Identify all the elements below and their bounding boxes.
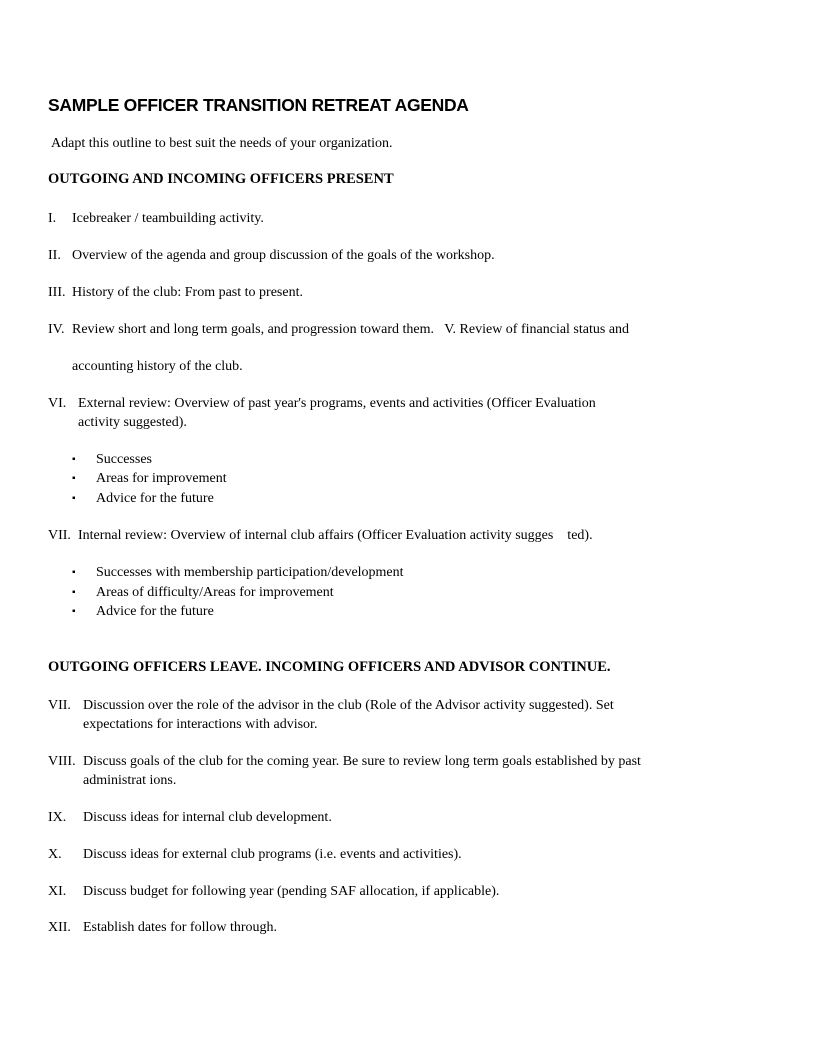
item-text: Discuss budget for following year (pending SAF allocation, if applicable). [83,884,500,899]
item-number: IX. [48,810,67,825]
item-number: I. [48,211,57,226]
item-text: Discussion over the role of the advisor in the club (Role of the Advisor activity suggested). Set [83,698,614,713]
item-number: XII. [48,920,71,935]
item-text: Discuss goals of the club for the coming year. Be sure to review long term goals established by past [83,754,641,769]
item-number: IV. [48,322,65,337]
intro-text: Adapt this outline to best suit the needs of your organization. [51,136,393,151]
item-text: Internal review: Overview of internal club affairs (Officer Evaluation activity sugges ted). [78,528,593,543]
bullet-icon: ▪ [72,567,76,578]
bullet-icon: ▪ [72,473,76,484]
item-number: X. [48,847,62,862]
bullet-text: Areas of difficulty/Areas for improvement [96,585,334,600]
section-heading-continue: OUTGOING OFFICERS LEAVE. INCOMING OFFICERS AND ADVISOR CONTINUE. [48,659,611,675]
item-text: Discuss ideas for external club programs (i.e. events and activities). [83,847,462,862]
item-number: VII. [48,528,71,543]
bullet-text: Areas for improvement [96,471,227,486]
bullet-icon: ▪ [72,606,76,617]
item-number: VII. [48,698,71,713]
bullet-icon: ▪ [72,454,76,465]
bullet-icon: ▪ [72,493,76,504]
item-text-continued: expectations for interactions with advisor. [83,717,318,732]
bullet-text: Successes [96,452,152,467]
section-heading-present: OUTGOING AND INCOMING OFFICERS PRESENT [48,171,394,187]
item-number: III. [48,285,66,300]
item-number: VI. [48,396,67,411]
document-title: SAMPLE OFFICER TRANSITION RETREAT AGENDA [48,95,469,115]
item-text: History of the club: From past to present. [72,285,303,300]
item-text-continued: accounting history of the club. [72,359,243,374]
item-text: Discuss ideas for internal club development. [83,810,332,825]
item-text: External review: Overview of past year's programs, events and activities (Officer Evaluation [78,396,596,411]
bullet-text: Advice for the future [96,491,214,506]
bullet-text: Successes with membership participation/development [96,565,404,580]
bullet-text: Advice for the future [96,604,214,619]
item-text-continued: administrat ions. [83,773,177,788]
item-text: Establish dates for follow through. [83,920,278,935]
item-number: VIII. [48,754,76,769]
bullet-icon: ▪ [72,587,76,598]
item-text: Icebreaker / teambuilding activity. [72,211,264,226]
item-text: Overview of the agenda and group discussion of the goals of the workshop. [72,248,495,263]
item-number: II. [48,248,61,263]
item-text: Review short and long term goals, and progression toward them. V. Review of financial status and [72,322,630,337]
item-text-continued: activity suggested). [78,415,187,430]
item-number: XI. [48,884,67,899]
